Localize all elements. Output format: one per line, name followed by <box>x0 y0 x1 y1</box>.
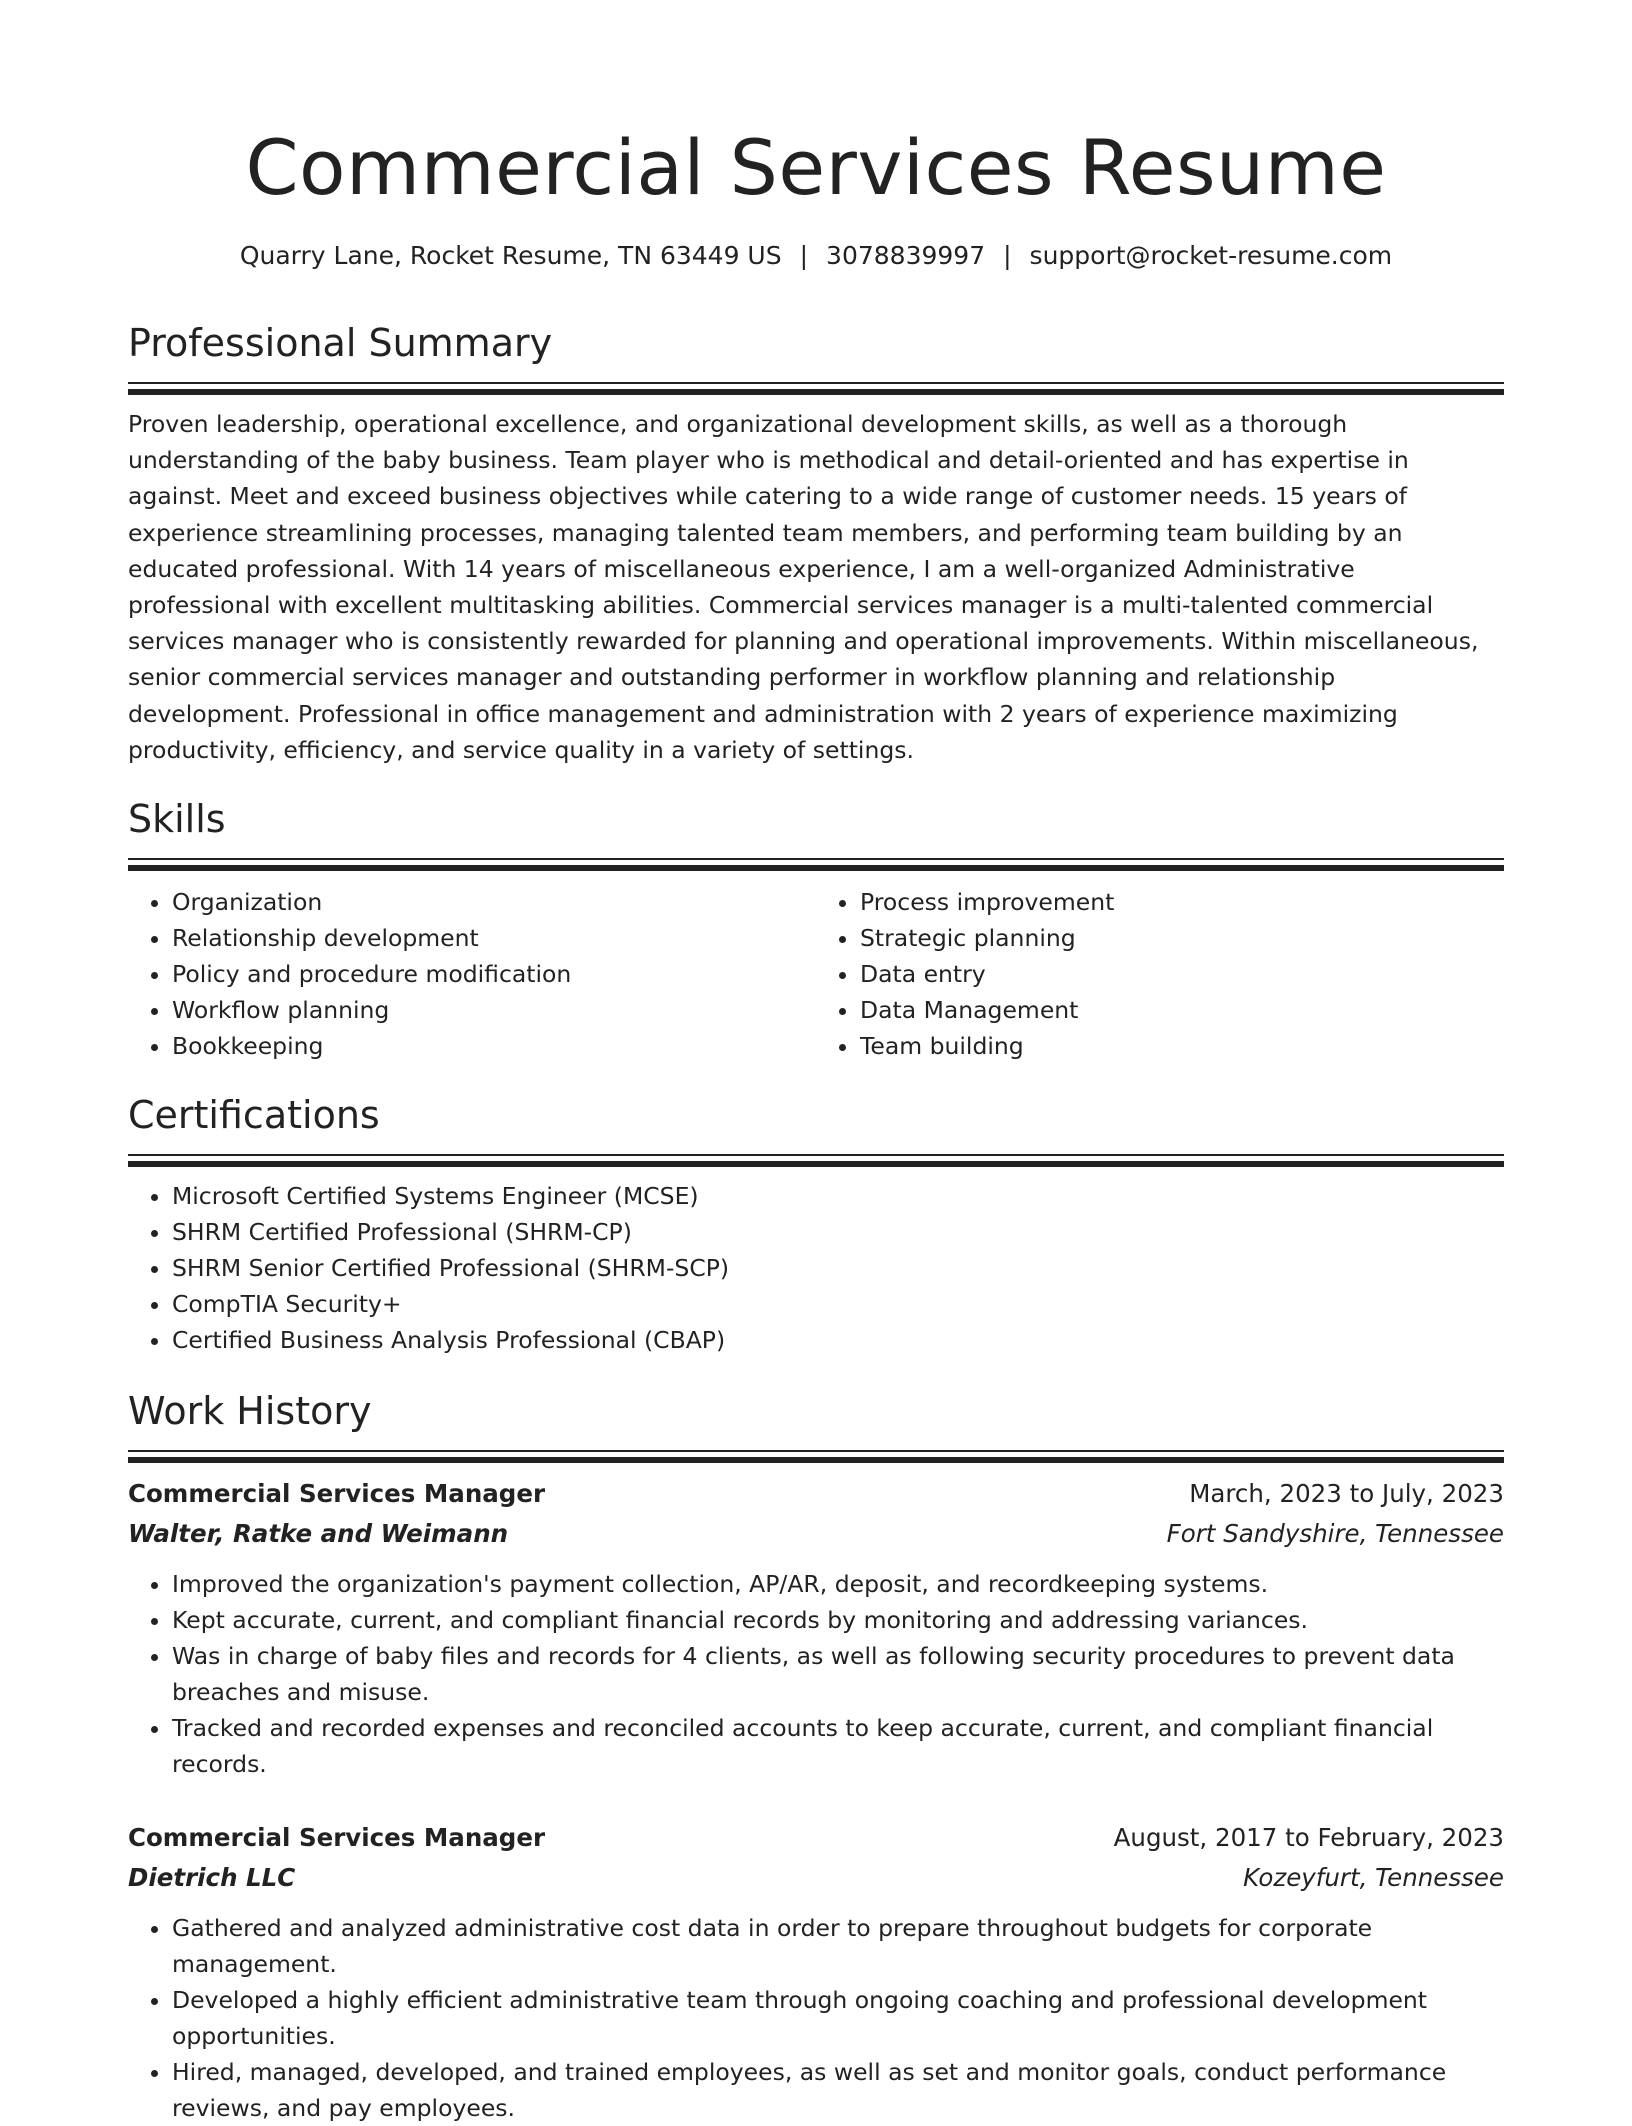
skills-column-right <box>816 884 1504 1064</box>
skill-item: • Workflow planning <box>172 992 816 1028</box>
divider <box>128 865 1504 871</box>
skills-list <box>128 884 1504 1064</box>
skill-item: • Process improvement <box>860 884 1504 920</box>
summary-text: Proven leadership, operational excellence, and organizational development skills, as well as a thorough understanding of the baby business. Team player who is methodical and detail-oriented and has expertise in against. Meet and exceed business objectives while catering to a wide range of customer needs. 15 years of experience streamlining processes, managing talented team members, and performing team building by an educated professional. With 14 years of miscellaneous experience, I am a well-organized Administrative professional with excellent multitasking abilities. Commercial services manager is a multi-talented commercial services manager who is consistently rewarded for planning and operational improvements. Within miscellaneous, senior commercial services manager and outstanding performer in workflow planning and relationship development. Professional in office management and administration with 2 years of experience maximizing productivity, efficiency, and service quality in a variety of settings. <box>128 410 1479 764</box>
certification-item: • SHRM Certified Professional (SHRM-CP) <box>172 1214 1504 1250</box>
job-bullet: • Improved the organization's payment collection, AP/AR, deposit, and recordkeeping systems. <box>172 1566 1504 1602</box>
job-company: Dietrich LLC <box>128 1863 296 1892</box>
job-bullet: • Tracked and recorded expenses and reconciled accounts to keep accurate, current, and compliant financial records. <box>172 1710 1504 1782</box>
contact-separator: | <box>799 241 809 270</box>
divider <box>128 389 1504 395</box>
job-company: Walter, Ratke and Weimann <box>128 1519 509 1548</box>
section-title-skills: Skills <box>128 797 226 841</box>
job-location: Kozeyfurt, Tennessee <box>1243 1863 1504 1892</box>
divider <box>128 382 1504 384</box>
job-title: Commercial Services Manager <box>128 1479 546 1508</box>
certifications-list <box>128 1178 1504 1358</box>
summary-section-header <box>128 318 1504 395</box>
job-bullet: • Kept accurate, current, and compliant financial records by monitoring and addressing variances. <box>172 1602 1504 1638</box>
certification-item: • Certified Business Analysis Professional (CBAP) <box>172 1322 1504 1358</box>
certifications-items <box>128 1178 1504 1358</box>
job-entry <box>128 1474 1504 1782</box>
certification-item: • CompTIA Security+ <box>172 1286 1504 1322</box>
section-title-work-history: Work History <box>128 1389 372 1433</box>
contact-email: support@rocket-resume.com <box>1029 241 1393 270</box>
certifications-section-header <box>128 1090 1504 1167</box>
job-header-row <box>128 1818 1504 1858</box>
contact-line <box>128 236 1504 276</box>
skill-item: • Strategic planning <box>860 920 1504 956</box>
job-dates: March, 2023 to July, 2023 <box>1189 1479 1504 1508</box>
skill-item: • Policy and procedure modification <box>172 956 816 992</box>
job-bullets <box>128 1910 1504 2126</box>
certification-item: • SHRM Senior Certified Professional (SHRM-SCP) <box>172 1250 1504 1286</box>
job-header-row <box>128 1474 1504 1514</box>
job-bullet: • Gathered and analyzed administrative cost data in order to prepare throughout budgets for corporate management. <box>172 1910 1504 1982</box>
job-location: Fort Sandyshire, Tennessee <box>1166 1519 1504 1548</box>
resume-title: Commercial Services Resume <box>245 123 1387 212</box>
divider <box>128 858 1504 860</box>
divider <box>128 1154 1504 1156</box>
contact-phone: 3078839997 <box>826 241 986 270</box>
skill-item: • Team building <box>860 1028 1504 1064</box>
work-section-header <box>128 1386 1504 1463</box>
divider <box>128 1450 1504 1452</box>
divider <box>128 1457 1504 1463</box>
skill-item: • Relationship development <box>172 920 816 956</box>
job-subheader-row <box>128 1514 1504 1554</box>
job-subheader-row <box>128 1858 1504 1898</box>
job-bullet: • Developed a highly efficient administrative team through ongoing coaching and professional development opportunities. <box>172 1982 1504 2054</box>
job-bullets <box>128 1566 1504 1782</box>
contact-address: Quarry Lane, Rocket Resume, TN 63449 US <box>239 241 782 270</box>
job-bullet: • Hired, managed, developed, and trained employees, as well as set and monitor goals, conduct performance reviews, and pay employees. <box>172 2054 1504 2126</box>
skill-item: • Data Management <box>860 992 1504 1028</box>
certification-item: • Microsoft Certified Systems Engineer (MCSE) <box>172 1178 1504 1214</box>
skills-section-header <box>128 794 1504 871</box>
skill-item: • Bookkeeping <box>172 1028 816 1064</box>
contact-separator: | <box>1003 241 1012 270</box>
job-bullet: • Was in charge of baby files and records for 4 clients, as well as following security procedures to prevent data breaches and misuse. <box>172 1638 1504 1710</box>
job-entry <box>128 1818 1504 2126</box>
skills-column-left <box>128 884 816 1064</box>
job-dates: August, 2017 to February, 2023 <box>1113 1823 1504 1852</box>
job-title: Commercial Services Manager <box>128 1823 546 1852</box>
section-title-certifications: Certifications <box>128 1093 380 1137</box>
skill-item: • Organization <box>172 884 816 920</box>
divider <box>128 1161 1504 1167</box>
section-title-summary: Professional Summary <box>128 321 553 365</box>
skill-item: • Data entry <box>860 956 1504 992</box>
